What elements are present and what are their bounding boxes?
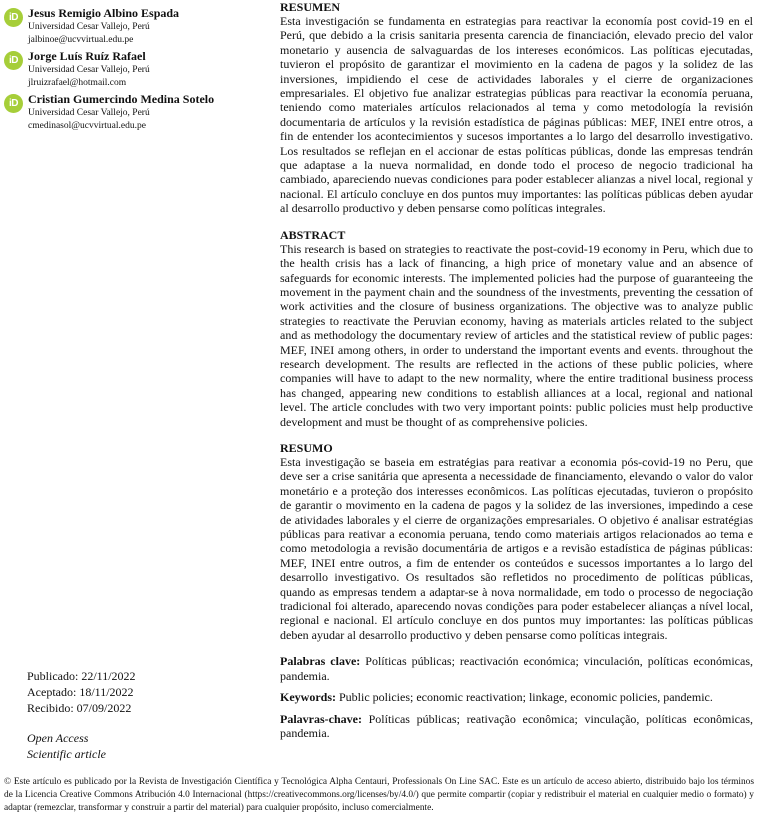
license-notice: © Este artículo es publicado por la Revista de Investigación Científica y Tecnológica Alpha Centauri, Professionals On Line SAC. Este es un artículo de acceso abierto, distribuido bajo los términos de la Licencia Creative Commons Atribución 4.0 Internacional (https://creativecommons.org/licenses/by/4.0/) que permite compartir (copiar y redistribuir el material en cualquier medio o formato) y adaptar (remezclar, transformar y construir a partir del material) para cualquier propósito, incluso comercialmente. <box>4 777 754 813</box>
resumo-title: RESUMO <box>280 440 333 455</box>
resumen-section <box>280 0 753 216</box>
spacer <box>27 716 267 730</box>
abstracts-column <box>280 0 753 748</box>
author-3 <box>4 92 272 133</box>
keywords-en-label: Keywords: <box>280 690 336 705</box>
published-date: Publicado: 22/11/2022 <box>27 669 136 683</box>
author-affiliation: Universidad Cesar Vallejo, Perú <box>28 108 150 118</box>
author-name: Jesus Remigio Albino Espada <box>28 6 180 20</box>
access-type: Open Access <box>27 731 89 745</box>
keywords-pt-text: Políticas públicas; reativação econômica; vinculação, políticas econômicas, pandemia. <box>280 711 753 741</box>
abstract-body: This research is based on strategies to reactivate the post-covid-19 economy in Peru, which due to the health crisis has a lack of financing, a high price of monetary value and an absence of safeguards for economic interests. The implemented policies had the purpose of guaranteeing the movement in the payment chain and the soundness of the investments, preventing the cessation of work activities and the closure of business organizations. The objective was to analyze public strategies to reactivate the Peruvian economy, having as materials articles related to the subject and as methodology the documentary review of articles and the statistical review of public pages: MEF, INEI among others, in order to understand the important events and events. throughout the research development. The results are reflected in the actions of these public policies, where companies will have to adapt to the new normality, where the entire traditional business process has changed, appearing new conditions to establish alliances at a local, regional and national level. The article concludes with two very important points: public policies must help productive development and must be thought of as comprehensive policies. <box>280 241 753 429</box>
resumo-section <box>280 441 753 642</box>
keywords-en-text: Public policies; economic reactivation; linkage, economic policies, pandemic. <box>339 690 713 705</box>
keywords-es-text: Políticas públicas; reactivación económica; vinculación, políticas económicas, pandemia. <box>280 654 754 683</box>
article-type: Scientific article <box>27 747 106 761</box>
author-affiliation: Universidad Cesar Vallejo, Perú <box>28 65 150 75</box>
abstract-title: ABSTRACT <box>280 227 346 242</box>
resumo-body: Esta investigação se baseia em estratégias para reativar a economia pós-covid-19 no Peru, que deve ser a crise sanitária que apresenta a necessidade de financiamento, elevando o valor do valor monetário e a proteção dos interesses econômicos. Las políticas ejecutadas, tuvieron o propósito de garantir o movimento en la cadena de pagos y la solidez de las inversiones, impedindo a cese de atividades laborales y el cierre de organizações empresariales. O objetivo é analisar estratégias públicas para reativar a economia peruana, tendo como materiais artigos relacionados ao tema e como metodologia a revisão documentária de artigos e a revisão estadística de páginas públicas: MEF, INEI entre outros, a fim de entender os conteúdos e sucessos importantes a lo largo del desarrollo investigativo. Os resultados são refletidos no procedimento de políticas públicas, quando as empresas tendem a adaptar-se à nova normalidade, em todo o processo de negociação tradicional foi alterado, aparecendo novas condições para poder estabelecer alianças a nível local, regional e nacional. El artículo concluye en dos puntos muy importantes: las políticas públicas deben ayudar al desarrollo productivo y deben pensarse como políticas integrais. <box>280 454 753 642</box>
keywords-en <box>280 690 753 705</box>
author-email[interactable]: cmedinasol@ucvvirtual.edu.pe <box>28 121 146 131</box>
orcid-icon[interactable]: iD <box>4 51 23 70</box>
received-date: Recibido: 07/09/2022 <box>27 701 132 715</box>
author-2 <box>4 49 272 90</box>
author-name: Cristian Gumercindo Medina Sotelo <box>28 92 215 106</box>
keywords-es <box>280 654 753 683</box>
author-email[interactable]: jlruizrafael@hotmail.com <box>28 78 127 88</box>
author-1 <box>4 6 272 47</box>
keywords-es-label: Palabras clave: <box>280 654 361 669</box>
orcid-icon[interactable]: iD <box>4 8 23 27</box>
keywords-pt <box>280 712 753 741</box>
keywords-pt-label: Palavras-chave: <box>280 711 362 726</box>
author-name: Jorge Luís Ruíz Rafael <box>28 49 146 63</box>
abstract-section <box>280 228 753 429</box>
resumen-title: RESUMEN <box>280 0 341 14</box>
resumen-body: Esta investigación se fundamenta en estrategias para reactivar la economía post covid-19 en el Perú, que debido a la crisis sanitaria presenta carencia de financiación, elevado precio del valor monetario y ausencia de salvaguardas de los intereses económicos. Las políticas ejecutadas, tuvieron el propósito de garantizar el movimiento en la cadena de pagos y la solidez de las inversiones, impidiendo el cese de actividades laborales y el cierre de organizaciones empresariales. El objetivo fue analizar estrategias públicas para reactivar la economía peruana, teniendo como materiales artículos relacionados al tema y como metodología la revisión documentaria de artículos y la revisión estadística de páginas públicas: MEF, INEI entre otros, a fin de entender los acontecimientos y sucesos importantes a lo largo del desarrollo investigativo. Los resultados se reflejan en el accionar de estas políticas públicas, donde las empresas tendrán que adaptase a la nueva normalidad, en donde todo el proceso de negocio tradicional ha cambiado, apareciendo nuevas condiciones para poder establecer alianzas a nivel local, regional y nacional. El artículo concluye en dos puntos muy importantes: las políticas públicas deben ayudar al desarrollo productivo y deben pensarse como políticas integrales. <box>280 14 753 216</box>
author-affiliation: Universidad Cesar Vallejo, Perú <box>28 22 150 32</box>
author-email[interactable]: jalbinoe@ucvvirtual.edu.pe <box>28 35 134 45</box>
orcid-icon[interactable]: iD <box>4 94 23 113</box>
author-list <box>4 6 272 135</box>
accepted-date: Aceptado: 18/11/2022 <box>27 685 134 699</box>
publication-info <box>27 668 267 762</box>
